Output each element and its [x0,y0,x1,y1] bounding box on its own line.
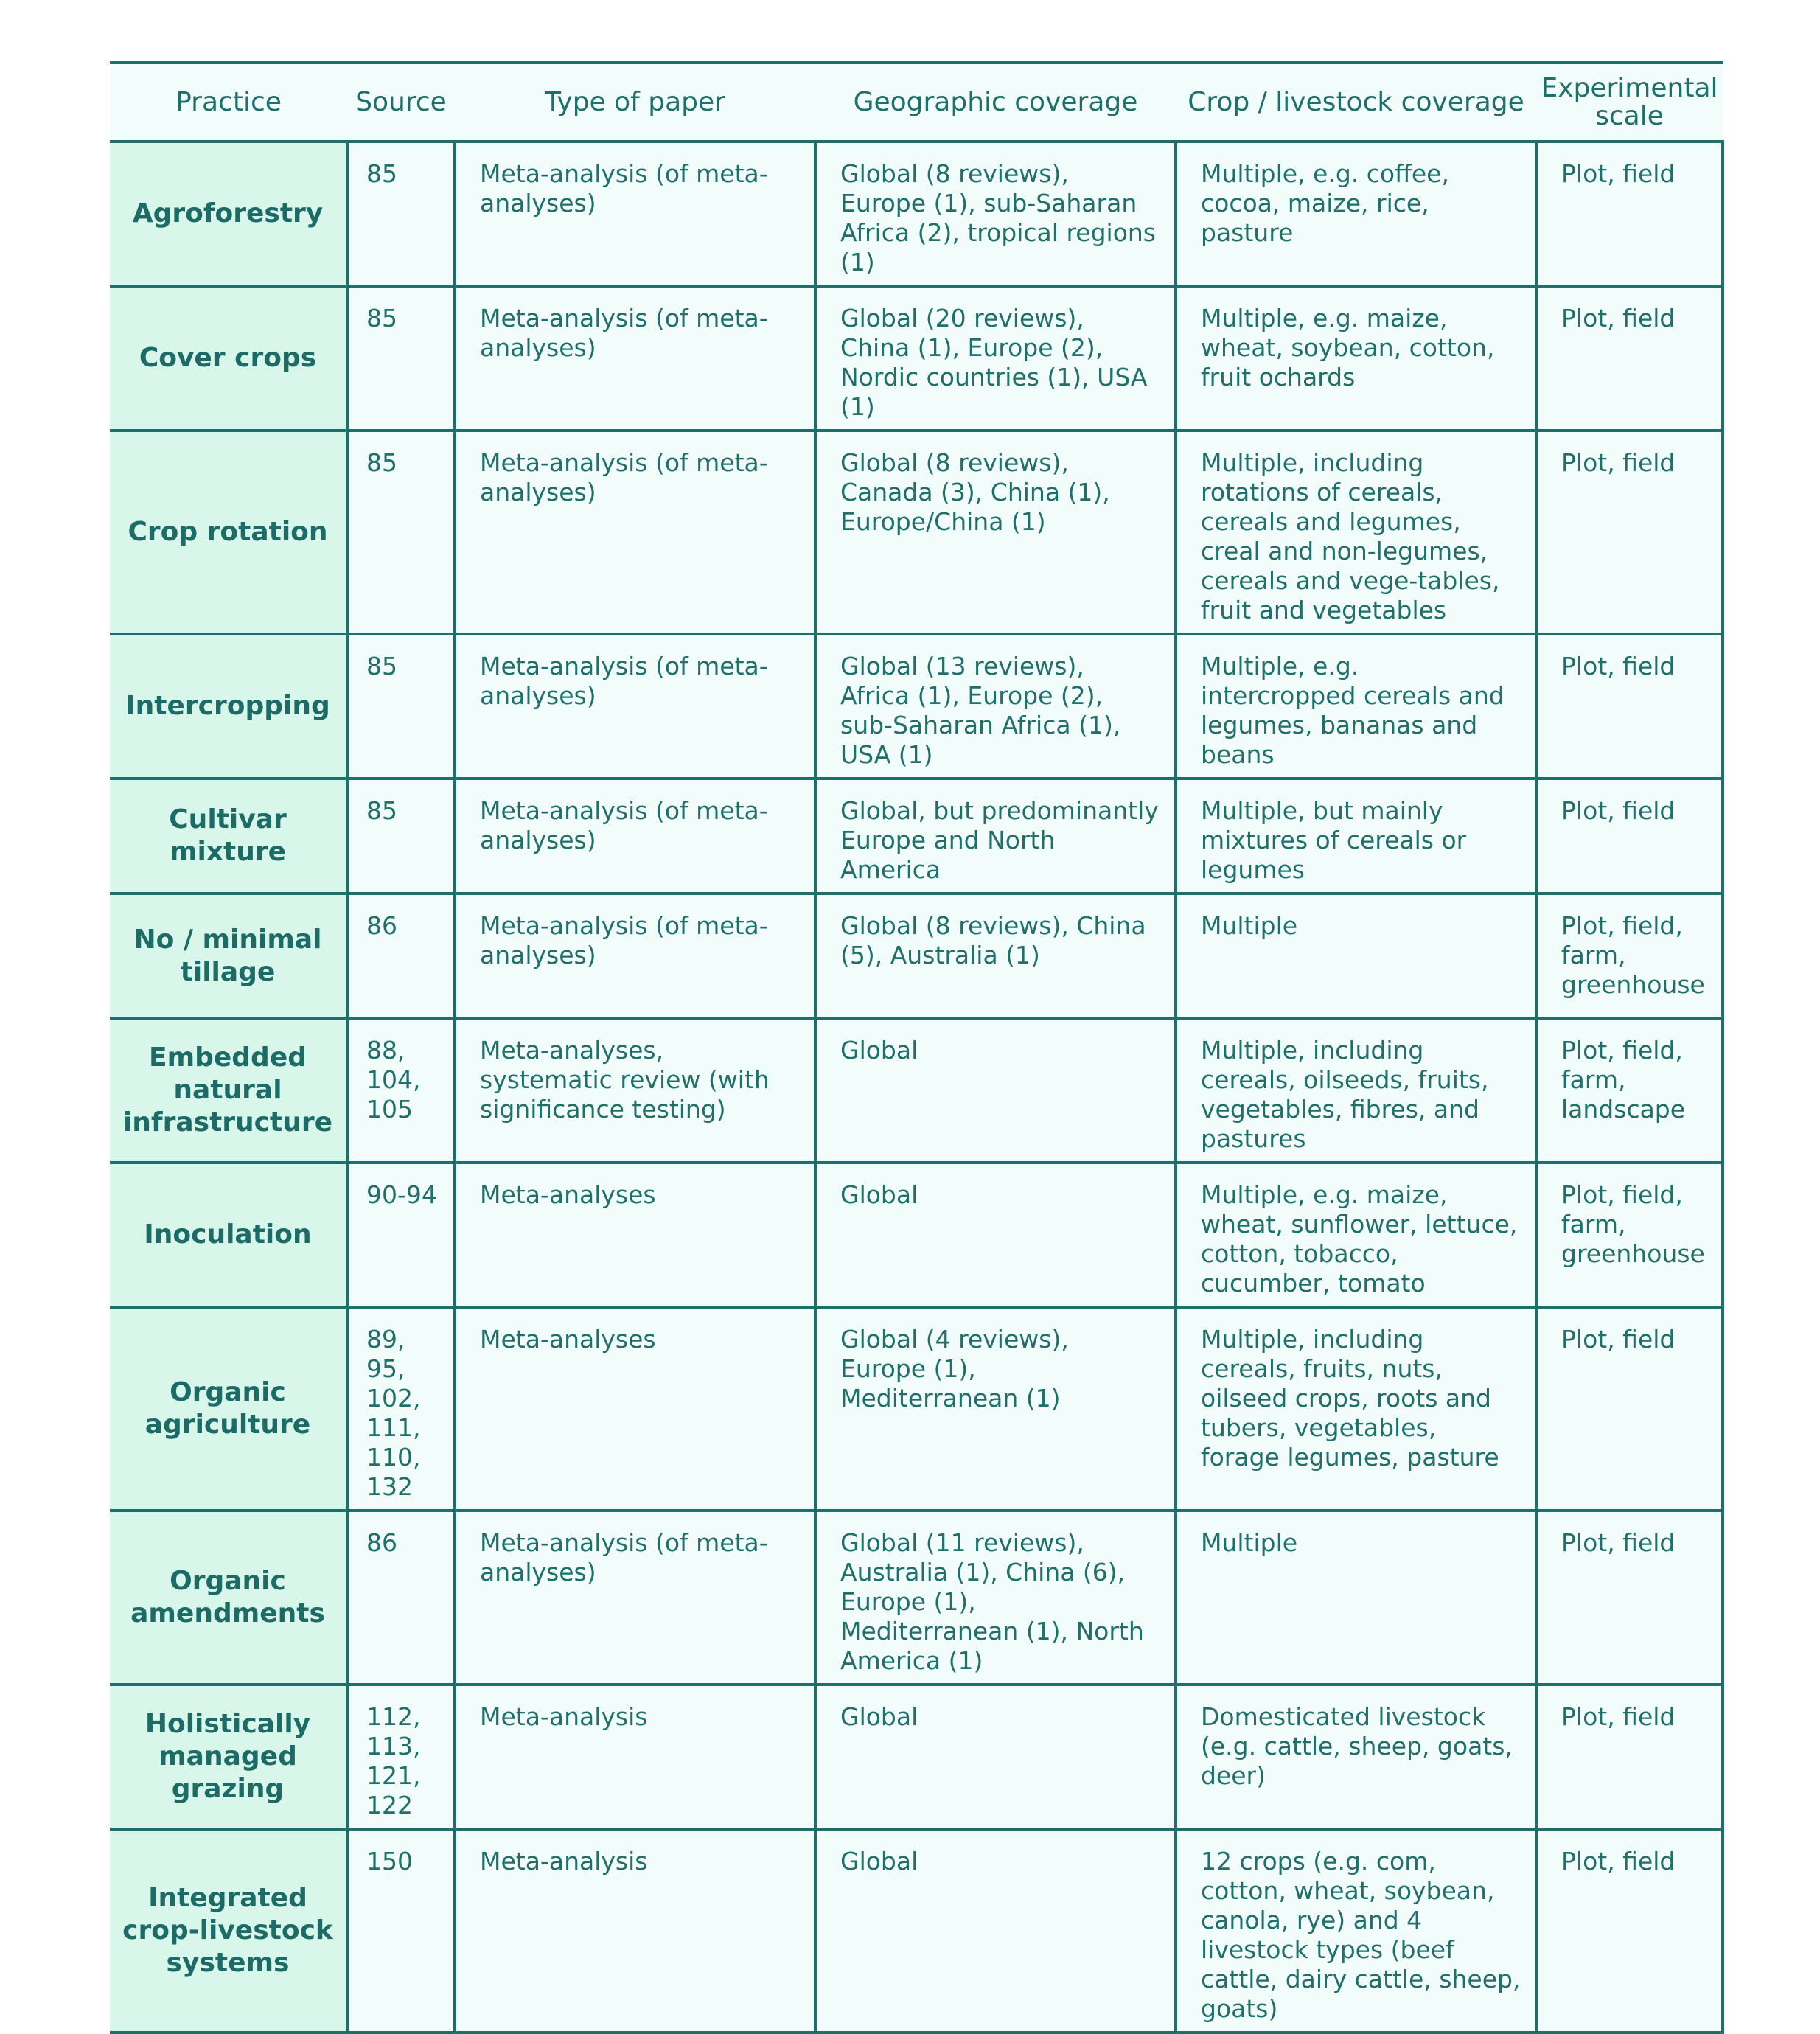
header-experimental-scale: Experimental scale [1536,63,1723,142]
crop-cell: Multiple, but mainly mixtures of cereals or legumes [1176,779,1536,894]
source-cell: 150 [347,1829,455,2033]
crop-cell: Domesticated livestock (e.g. cattle, sheep, goats, deer) [1176,1685,1536,1829]
paper-type-cell: Meta-analysis (of meta-analyses) [455,779,815,894]
practice-cell: Cover crops [110,286,347,431]
crop-cell: Multiple, including rotations of cereals, cereals and legumes, creal and non-legumes, cereals and vege-tables, fruit and vegetables [1176,431,1536,634]
scale-cell: Plot, field [1536,286,1723,431]
header-source: Source [347,63,455,142]
table-row [110,779,1723,894]
scale-cell: Plot, field [1536,779,1723,894]
paper-type-cell: Meta-analysis (of meta-analyses) [455,1511,815,1685]
geographic-cell: Global (8 reviews), Canada (3), China (1), Europe/China (1) [815,431,1176,634]
scale-cell: Plot, field [1536,431,1723,634]
geographic-cell: Global [815,1829,1176,2033]
practice-cell: Inoculation [110,1163,347,1307]
paper-type-cell: Meta-analysis (of meta-analyses) [455,142,815,286]
geographic-cell: Global [815,1685,1176,1829]
geographic-cell: Global (13 reviews), Africa (1), Europe (2), sub-Saharan Africa (1), USA (1) [815,634,1176,779]
scale-cell: Plot, field [1536,634,1723,779]
crop-cell: Multiple, e.g. maize, wheat, soybean, cotton, fruit ochards [1176,286,1536,431]
practice-cell: Organic amendments [110,1511,347,1685]
table-row [110,634,1723,779]
header-crop-livestock-coverage: Crop / livestock coverage [1176,63,1536,142]
scale-cell: Plot, field [1536,142,1723,286]
practices-table [110,61,1724,2034]
paper-type-cell: Meta-analysis [455,1685,815,1829]
header-geographic-coverage: Geographic coverage [815,63,1176,142]
source-cell: 85 [347,142,455,286]
source-cell: 88, 104, 105 [347,1018,455,1163]
practice-cell: Intercropping [110,634,347,779]
crop-cell: Multiple, e.g. maize, wheat, sunflower, lettuce, cotton, tobacco, cucumber, tomato [1176,1163,1536,1307]
geographic-cell: Global [815,1018,1176,1163]
table-row [110,1511,1723,1685]
table-row [110,1163,1723,1307]
source-cell: 90-94 [347,1163,455,1307]
table-row [110,1829,1723,2033]
scale-cell: Plot, field, farm, greenhouse [1536,894,1723,1018]
scale-cell: Plot, field [1536,1685,1723,1829]
geographic-cell: Global [815,1163,1176,1307]
paper-type-cell: Meta-analysis (of meta-analyses) [455,894,815,1018]
practice-cell: Crop rotation [110,431,347,634]
practice-cell: Holistically managed grazing [110,1685,347,1829]
source-cell: 112, 113, 121, 122 [347,1685,455,1829]
scale-cell: Plot, field, farm, greenhouse [1536,1163,1723,1307]
scale-cell: Plot, field [1536,1829,1723,2033]
scale-cell: Plot, field, farm, landscape [1536,1018,1723,1163]
header-type-of-paper: Type of paper [455,63,815,142]
paper-type-cell: Meta-analysis (of meta-analyses) [455,634,815,779]
practice-cell: Organic agriculture [110,1307,347,1511]
geographic-cell: Global, but predominantly Europe and North America [815,779,1176,894]
crop-cell: Multiple [1176,1511,1536,1685]
practice-cell: Embedded natural infrastructure [110,1018,347,1163]
table-row [110,142,1723,286]
table-row [110,1018,1723,1163]
source-cell: 85 [347,779,455,894]
source-cell: 89, 95, 102, 111, 110, 132 [347,1307,455,1511]
crop-cell: 12 crops (e.g. com, cotton, wheat, soybean, canola, rye) and 4 livestock types (beef cattle, dairy cattle, sheep, goats) [1176,1829,1536,2033]
crop-cell: Multiple [1176,894,1536,1018]
paper-type-cell: Meta-analyses [455,1307,815,1511]
crop-cell: Multiple, including cereals, oilseeds, fruits, vegetables, fibres, and pastures [1176,1018,1536,1163]
paper-type-cell: Meta-analysis (of meta-analyses) [455,431,815,634]
scale-cell: Plot, field [1536,1511,1723,1685]
paper-type-cell: Meta-analyses, systematic review (with significance testing) [455,1018,815,1163]
source-cell: 86 [347,1511,455,1685]
geographic-cell: Global (8 reviews), China (5), Australia (1) [815,894,1176,1018]
geographic-cell: Global (4 reviews), Europe (1), Mediterranean (1) [815,1307,1176,1511]
table-row [110,431,1723,634]
table-row [110,1307,1723,1511]
table-row [110,286,1723,431]
crop-cell: Multiple, e.g. intercropped cereals and legumes, bananas and beans [1176,634,1536,779]
header-practice: Practice [110,63,347,142]
geographic-cell: Global (8 reviews), Europe (1), sub-Saharan Africa (2), tropical regions (1) [815,142,1176,286]
source-cell: 85 [347,431,455,634]
table-row [110,894,1723,1018]
practice-cell: Cultivar mixture [110,779,347,894]
table-row [110,1685,1723,1829]
crop-cell: Multiple, including cereals, fruits, nuts, oilseed crops, roots and tubers, vegetables, forage legumes, pasture [1176,1307,1536,1511]
paper-type-cell: Meta-analysis [455,1829,815,2033]
source-cell: 85 [347,634,455,779]
source-cell: 86 [347,894,455,1018]
geographic-cell: Global (11 reviews), Australia (1), China (6), Europe (1), Mediterranean (1), North America (1) [815,1511,1176,1685]
geographic-cell: Global (20 reviews), China (1), Europe (2), Nordic countries (1), USA (1) [815,286,1176,431]
scale-cell: Plot, field [1536,1307,1723,1511]
practice-cell: Integrated crop-livestock systems [110,1829,347,2033]
paper-type-cell: Meta-analyses [455,1163,815,1307]
header-row [110,63,1723,142]
crop-cell: Multiple, e.g. coffee, cocoa, maize, rice, pasture [1176,142,1536,286]
practice-cell: Agroforestry [110,142,347,286]
paper-type-cell: Meta-analysis (of meta-analyses) [455,286,815,431]
source-cell: 85 [347,286,455,431]
practice-cell: No / minimal tillage [110,894,347,1018]
